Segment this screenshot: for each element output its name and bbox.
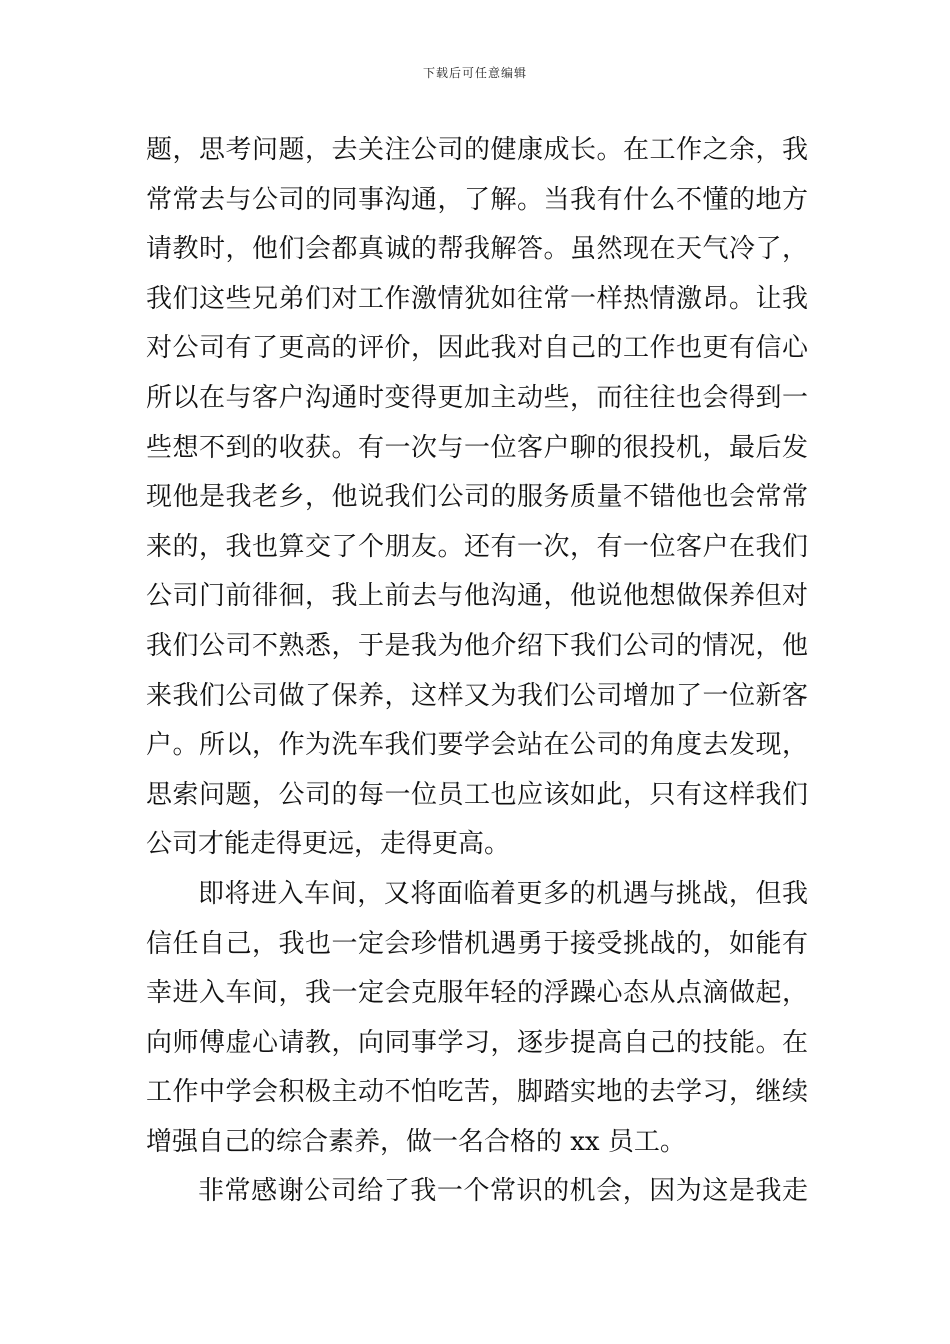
body-line-10: 公司门前徘徊，我上前去与他沟通，他说他想做保养但对	[146, 581, 808, 612]
body-line-8: 现他是我老乡，他说我们公司的服务质量不错他也会常常	[146, 482, 808, 513]
body-line-21: 增强自己的综合素养，做一名合格的 xx 员工。	[146, 1126, 686, 1157]
body-line-13: 户。所以，作为洗车我们要学会站在公司的角度去发现，	[146, 730, 808, 761]
body-line-7: 些想不到的收获。有一次与一位客户聊的很投机，最后发	[146, 432, 808, 463]
body-line-16: 即将进入车间，又将面临着更多的机遇与挑战，但我	[198, 878, 808, 909]
page-header: 下载后可任意编辑	[422, 66, 527, 80]
body-line-17: 信任自己，我也一定会珍惜机遇勇于接受挑战的，如能有	[146, 928, 808, 959]
body-line-14: 思索问题，公司的每一位员工也应该如此，只有这样我们	[146, 779, 808, 810]
body-line-11: 我们公司不熟悉，于是我为他介绍下我们公司的情况，他	[146, 630, 808, 661]
body-line-4: 我们这些兄弟们对工作激情犹如往常一样热情激昂。让我	[146, 283, 808, 314]
body-line-9: 来的，我也算交了个朋友。还有一次，有一位客户在我们	[146, 531, 808, 562]
body-line-2: 常常去与公司的同事沟通，了解。当我有什么不懂的地方	[146, 184, 808, 215]
body-line-19: 向师傅虚心请教，向同事学习，逐步提高自己的技能。在	[146, 1027, 808, 1058]
body-line-3: 请教时，他们会都真诚的帮我解答。虽然现在天气冷了，	[146, 234, 808, 265]
body-line-18: 幸进入车间，我一定会克服年轻的浮躁心态从点滴做起，	[146, 978, 808, 1009]
body-line-6: 所以在与客户沟通时变得更加主动些，而往往也会得到一	[146, 382, 808, 413]
body-line-12: 来我们公司做了保养，这样又为我们公司增加了一位新客	[146, 680, 808, 711]
body-line-5: 对公司有了更高的评价，因此我对自己的工作也更有信心	[146, 333, 808, 364]
body-line-20: 工作中学会积极主动不怕吃苦，脚踏实地的去学习，继续	[146, 1077, 808, 1108]
body-line-1: 题，思考问题，去关注公司的健康成长。在工作之余，我	[146, 135, 808, 165]
document-body	[146, 126, 808, 1217]
body-line-22: 非常感谢公司给了我一个常识的机会，因为这是我走	[198, 1176, 808, 1207]
body-line-15: 公司才能走得更远，走得更高。	[146, 829, 511, 860]
